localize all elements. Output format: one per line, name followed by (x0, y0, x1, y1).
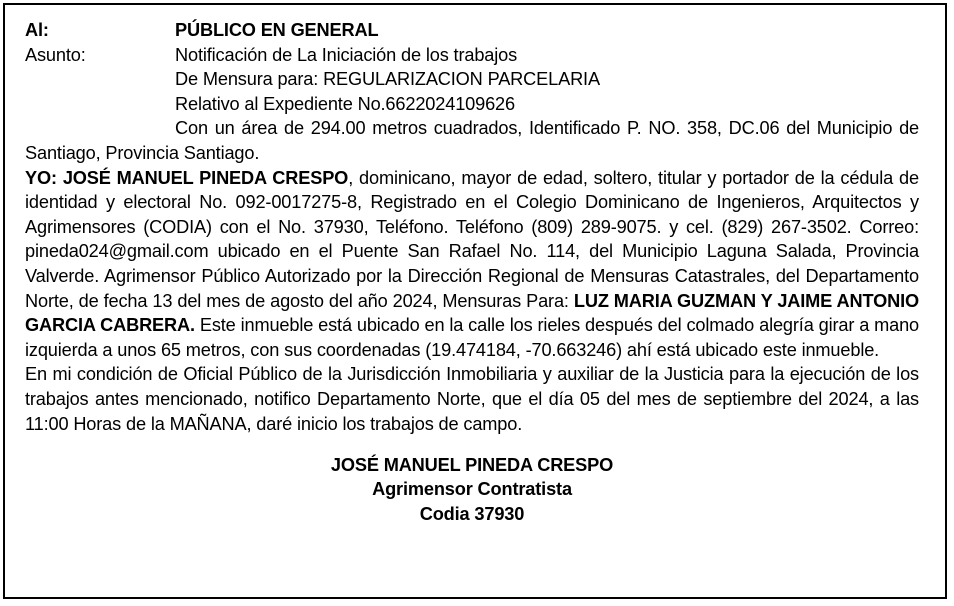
owners-names: LUZ MARIA GUZMAN Y JAIME ANTONIO GARCIA CABRERA. (25, 290, 919, 336)
subject-row (25, 43, 919, 68)
signature-block (25, 453, 919, 526)
to-value: PÚBLICO EN GENERAL (175, 20, 379, 40)
subject-label: Asunto: (25, 44, 86, 65)
signature-title: Agrimensor Contratista (372, 479, 572, 500)
subject-line-4: Con un área de 294.00 metros cuadrados, Identificado P. NO. 358, DC.06 del Municipio de Santiago, Provincia Santiago. (25, 118, 919, 163)
to-row (25, 18, 919, 43)
public-notice (3, 3, 947, 599)
signature-name: JOSÉ MANUEL PINEDA CRESPO (330, 455, 614, 476)
body-paragraph-2: En mi condición de Oficial Público de la Jurisdicción Inmobiliaria y auxiliar de la Justicia para la ejecución de los trabajos antes mencionado, notifico Departamento Norte, que el día 05 del mes de septiembre del 2024, a las 11:00 Horas de la MAÑANA, daré inicio los trabajos de campo. (25, 364, 919, 434)
subject-line-3: Relativo al Expediente No.6622024109626 (175, 93, 515, 114)
subject-line-1: Notificación de La Iniciación de los trabajos (175, 44, 518, 65)
subject-line-2: De Mensura para: REGULARIZACION PARCELARIA (175, 69, 600, 90)
signature-codia: Codia 37930 (419, 503, 525, 524)
intro-text: , dominicano, mayor de edad, soltero, titular y portador de la cédula de identidad y electoral No. 092-0017275-8, Registrado en el Colegio Dominicano de Ingenieros, Arquitectos y Agrimensores (CODIA) con el No. 37930, Teléfono. Teléfono (809) 289-9075. y cel. (829) 267-3502. Correo: pineda024@gmail.com ubicado en el Puente San Rafael No. 114, del Municipio Laguna Salada, Provincia Valverde. Agrimensor Público Autorizado por la Dirección Regional de Mensuras Catastrales, del Departamento Norte, de fecha 13 del mes de agosto del año 2024, Mensuras Para: (25, 167, 919, 311)
intro-name: YO: JOSÉ MANUEL PINEDA CRESPO (25, 167, 349, 188)
body-paragraph-1 (25, 166, 919, 363)
location-text: Este inmueble está ubicado en la calle los rieles después del colmado alegría girar a mano izquierda a unos 65 metros, con sus coordenadas (19.474184, -70.663246) ahí está ubicado este inmueble. (25, 315, 919, 360)
to-label: Al: (25, 20, 49, 40)
